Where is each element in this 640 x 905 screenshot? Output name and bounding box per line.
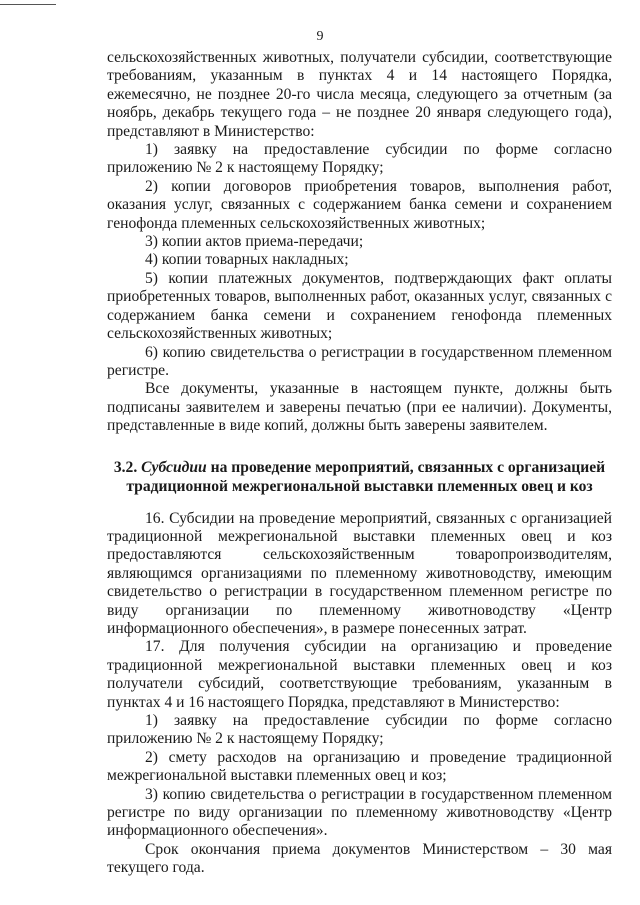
document-body [107,49,612,878]
section-heading-text: на проведение мероприятий, связанных с организацией традиционной межрегиональной выставки племенных овец и коз [126,458,606,495]
paragraph-continuation: сельскохозяйственных животных, получатели субсидии, соответствующие требованиям, указанным в пунктах 4 и 14 настоящего Порядка, ежемесячно, не позднее 20-го числа месяца, следующего за отчетным (за ноябрь, декабрь текущего года – не позднее 20 января следующего года), представляют в Министерство: [107,49,612,140]
list-item-1: 1) заявку на предоставление субсидии по форме согласно приложению № 2 к настоящему Порядку; [107,141,612,177]
page-number: 9 [316,29,324,44]
section-heading-italic: Субсидии [141,458,207,476]
section-heading [107,458,612,496]
list-item-4: 4) копии товарных накладных; [145,251,349,269]
list-item-6: 6) копию свидетельства о регистрации в государственном племенном регистре. [107,343,612,379]
documents-note: Все документы, указанные в настоящем пункте, должны быть подписаны заявителем и заверены печатью (при ее наличии). Документы, представленные в виде копий, должны быть заверены заявителем. [107,380,612,435]
deadline-note: Срок окончания приема документов Министерством – 30 мая текущего года. [107,840,612,877]
list-item-17-1: 1) заявку на предоставление субсидии по форме согласно приложению № 2 к настоящему Порядку; [107,712,612,748]
paragraph-16: 16. Субсидии на проведение мероприятий, связанных с организацией традиционной межрегиональной выставки племенных овец и коз предоставляются сельскохозяйственным товаропроизводителям, являющимся организациями по племенному животноводству, имеющим свидетельство о регистрации в государственном племенном регистре по виду организации по племенному животноводству «Центр информационного обеспечения», в размере понесенных затрат. [107,509,612,637]
list-item-17-3: 3) копию свидетельства о регистрации в государственном племенном регистре по виду организации по племенному животноводству «Центр информационного обеспечения». [107,785,612,840]
section-number: 3.2. [113,458,138,476]
paragraph-17: 17. Для получения субсидии на организацию и проведение традиционной межрегиональной выставки племенных овец и коз получатели субсидий, соответствующие требованиям, указанным в пунктах 4 и 16 настоящего Порядка, представляют в Министерство: [107,638,612,711]
list-item-17-2: 2) смету расходов на организацию и проведение традиционной межрегиональной выставки племенных овец и коз; [107,748,612,785]
list-item-3: 3) копии актов приема-передачи; [145,233,364,251]
list-item-5: 5) копии платежных документов, подтверждающих факт оплаты приобретенных товаров, выполненных работ, оказанных услуг, связанных с содержанием банка семени и сохранением генофонда племенных сельскохозяйственных животных; [107,269,612,343]
list-item-2: 2) копии договоров приобретения товаров, выполнения работ, оказания услуг, связанных с содержанием банка семени и сохранением генофонда племенных сельскохозяйственных животных; [107,177,612,232]
